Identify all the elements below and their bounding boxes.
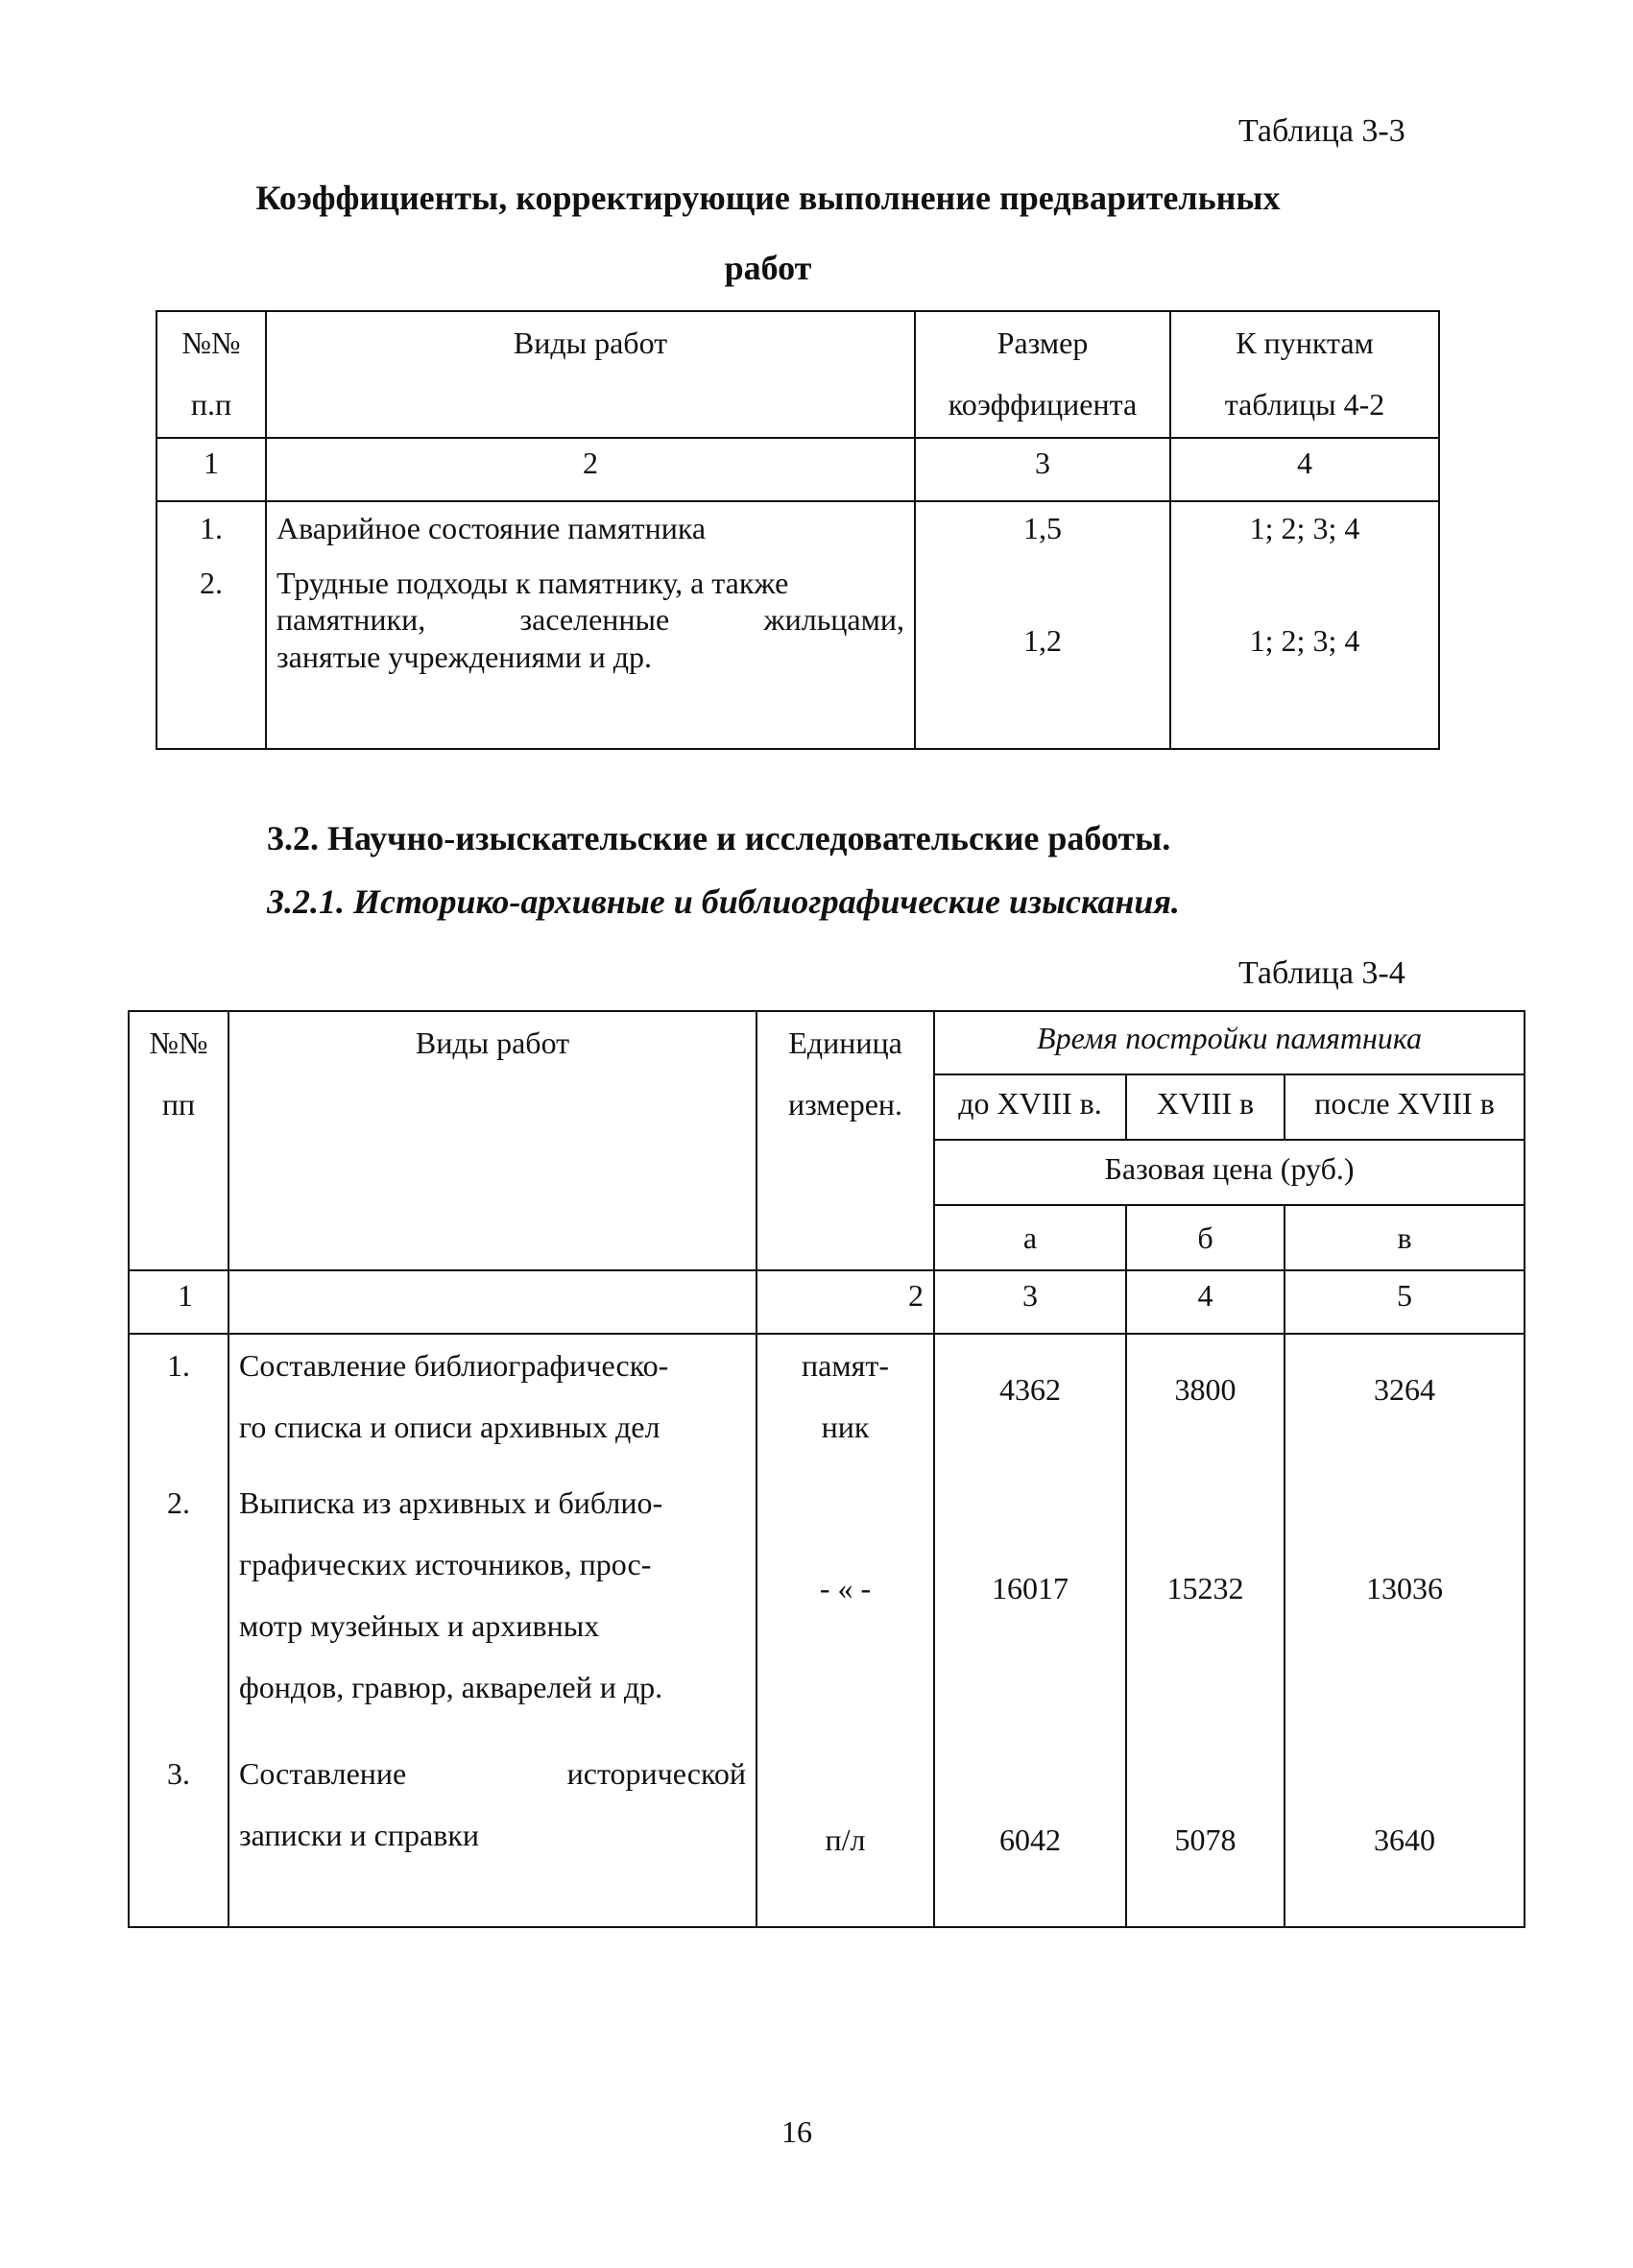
col-num-5: 5 bbox=[1285, 1270, 1525, 1334]
row-kind: Трудные подходы к памятнику, а также памятники, заселенные жильцами, занятые учреждениями и др. bbox=[266, 561, 915, 749]
row-refs: 1; 2; 3; 4 bbox=[1170, 561, 1439, 749]
row-num: 1. bbox=[129, 1334, 228, 1466]
header-period: Время постройки памятника bbox=[934, 1011, 1525, 1074]
table-3-3 bbox=[156, 310, 1440, 750]
col-num-3: 3 bbox=[934, 1270, 1126, 1334]
table-row bbox=[129, 1466, 1525, 1725]
header-kind: Виды работ bbox=[266, 311, 915, 438]
row-price-a: 6042 bbox=[934, 1725, 1126, 1927]
table-3-3-title-cont: работ bbox=[724, 249, 812, 287]
table-3-3-title: Коэффициенты, корректирующие выполнение предварительных bbox=[255, 179, 1281, 217]
row-price-v: 3264 bbox=[1285, 1334, 1525, 1466]
col-num-4: 4 bbox=[1170, 438, 1439, 501]
row-kind: Составление исторической записки и справки bbox=[228, 1725, 756, 1927]
row-kind: Составление библиографическо- го списка и описи архивных дел bbox=[228, 1334, 756, 1466]
col-num-4: 4 bbox=[1126, 1270, 1285, 1334]
col-num-2: 2 bbox=[266, 438, 915, 501]
row-kind: Аварийное состояние памятника bbox=[266, 501, 915, 561]
row-num: 3. bbox=[129, 1725, 228, 1927]
row-price-b: 15232 bbox=[1126, 1466, 1285, 1725]
row-price-v: 3640 bbox=[1285, 1725, 1525, 1927]
col-num-3: 3 bbox=[915, 438, 1170, 501]
row-coef: 1,5 bbox=[915, 501, 1170, 561]
row-refs: 1; 2; 3; 4 bbox=[1170, 501, 1439, 561]
header-base-price: Базовая цена (руб.) bbox=[934, 1140, 1525, 1205]
table-row bbox=[156, 501, 1439, 561]
page-number: 16 bbox=[781, 2114, 812, 2149]
section-subheading: 3.2.1. Историко-архивные и библиографические изыскания. bbox=[267, 882, 1180, 921]
table-3-4 bbox=[128, 1010, 1525, 1928]
row-price-b: 3800 bbox=[1126, 1334, 1285, 1466]
header-letter-b: б bbox=[1126, 1205, 1285, 1270]
header-letter-a: а bbox=[934, 1205, 1126, 1270]
col-num-1: 1 bbox=[129, 1270, 228, 1334]
row-num: 1. bbox=[156, 501, 266, 561]
table-row bbox=[129, 1725, 1525, 1927]
header-period-18c: XVIII в bbox=[1126, 1074, 1285, 1140]
row-coef: 1,2 bbox=[915, 561, 1170, 749]
col-num-1: 1 bbox=[156, 438, 266, 501]
row-price-v: 13036 bbox=[1285, 1466, 1525, 1725]
row-num: 2. bbox=[129, 1466, 228, 1725]
row-num: 2. bbox=[156, 561, 266, 749]
section-heading: 3.2. Научно-изыскательские и исследовательские работы. bbox=[267, 819, 1171, 857]
row-price-a: 4362 bbox=[934, 1334, 1126, 1466]
table-row bbox=[156, 561, 1439, 749]
row-price-a: 16017 bbox=[934, 1466, 1126, 1725]
header-letter-v: в bbox=[1285, 1205, 1525, 1270]
table-3-4-label: Таблица 3-4 bbox=[1238, 955, 1405, 991]
header-refs: К пунктам таблицы 4-2 bbox=[1170, 311, 1439, 438]
row-unit: - « - bbox=[756, 1466, 934, 1725]
col-num-empty bbox=[228, 1270, 756, 1334]
header-period-before: до XVIII в. bbox=[934, 1074, 1126, 1140]
row-price-b: 5078 bbox=[1126, 1725, 1285, 1927]
header-unit: Единица измерен. bbox=[756, 1011, 934, 1270]
row-unit: памят- ник bbox=[756, 1334, 934, 1466]
header-num: №№ п.п bbox=[156, 311, 266, 438]
table-row bbox=[129, 1334, 1525, 1466]
header-num: №№ пп bbox=[129, 1011, 228, 1270]
row-kind: Выписка из архивных и библио- графических источников, прос- мотр музейных и архивных фондов, гравюр, акварелей и др. bbox=[228, 1466, 756, 1725]
header-coef-size: Размер коэффициента bbox=[915, 311, 1170, 438]
row-unit: п/л bbox=[756, 1725, 934, 1927]
header-period-after: после XVIII в bbox=[1285, 1074, 1525, 1140]
table-3-3-label: Таблица 3-3 bbox=[1238, 113, 1405, 149]
header-kind: Виды работ bbox=[228, 1011, 756, 1270]
col-num-2: 2 bbox=[756, 1270, 934, 1334]
